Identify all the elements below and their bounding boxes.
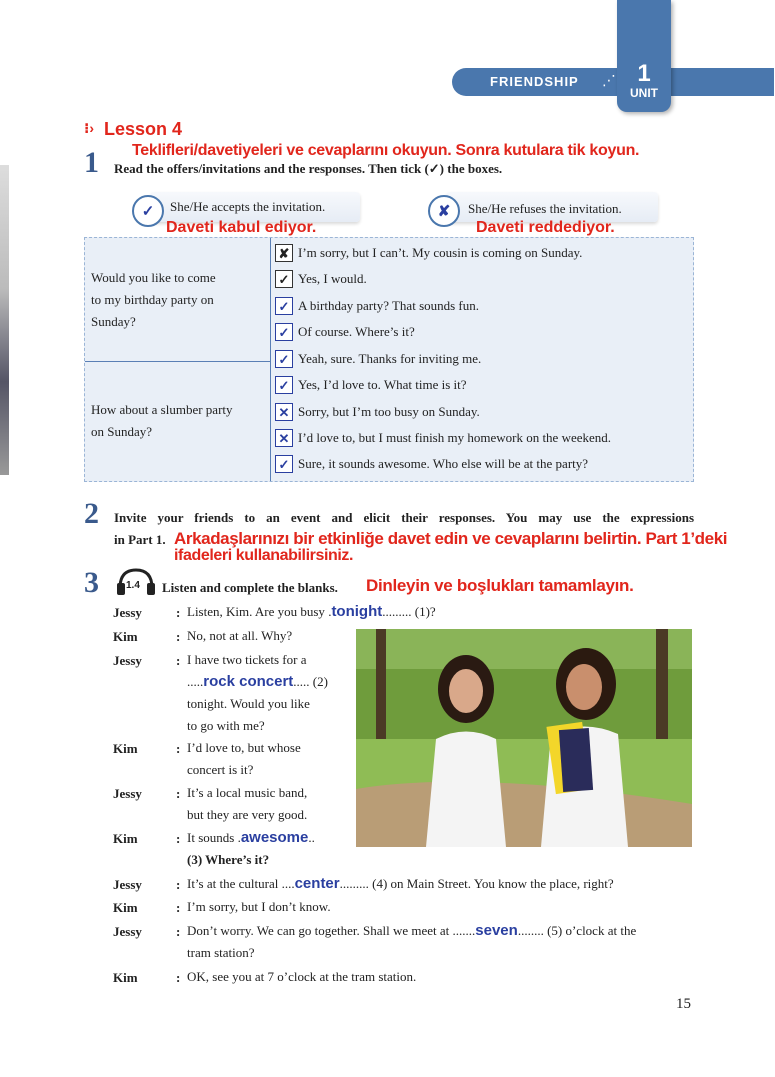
track-number: 1.4 [126, 580, 140, 591]
blank-answer[interactable]: awesome [240, 829, 309, 846]
section-1-instruction: Read the offers/invitations and the responses. Then tick (✓) the boxes. [114, 161, 503, 176]
speaker: Jessy [113, 924, 142, 939]
refuse-legend-tr: Daveti reddediyor. [476, 219, 615, 236]
response-row: ✓ Sure, it sounds awesome. Who else will be at the party? [275, 452, 588, 476]
speaker: Kim [113, 900, 138, 915]
blank-answer[interactable]: tonight [331, 603, 383, 620]
response-row: ✓ Of course. Where’s it? [275, 320, 415, 344]
dialogue-line: OK, see you at 7 o’clock at the tram station. [187, 969, 417, 984]
checkbox[interactable]: ✕ [275, 429, 293, 447]
cross-icon: ✘ [428, 195, 460, 227]
refuse-legend-label: She/He refuses the invitation. [468, 201, 622, 216]
speaker: Jessy [113, 877, 142, 892]
dialogue-line: It’s at the cultural ....center......... (4) on Main Street. You know the place, right? [187, 875, 614, 892]
speaker: Jessy [113, 786, 142, 801]
dots-icon: ⋰ [602, 72, 616, 88]
dialogue-line: I have two tickets for a .....rock concert..... (2) tonight. Would you like to go with me? [187, 652, 328, 733]
response-row: ✕ Sorry, but I’m too busy on Sunday. [275, 400, 480, 424]
checkbox[interactable]: ✘ [275, 244, 293, 262]
checkbox[interactable]: ✓ [275, 376, 293, 394]
dialogue-line: I’d love to, but whose concert is it? [187, 740, 301, 777]
dialogue-line: It sounds .awesome.. (3) Where’s it? [187, 829, 315, 867]
section-2-instruction-tr-2: ifadeleri kullanabilirsiniz. [174, 547, 354, 564]
section-3-instruction: Listen and complete the blanks. [162, 580, 338, 595]
dialogue-line: I’m sorry, but I don’t know. [187, 899, 331, 914]
speaker: Jessy [113, 653, 142, 668]
unit-number: 1 [637, 60, 651, 87]
checkbox[interactable]: ✓ [275, 297, 293, 315]
accept-legend-tr: Daveti kabul ediyor. [166, 219, 317, 236]
dialogue-line: Listen, Kim. Are you busy .tonight......... (1)? [187, 603, 436, 620]
speaker: Jessy [113, 605, 142, 620]
response-row: ✓ Yeah, sure. Thanks for inviting me. [275, 347, 481, 371]
response-row: ✓ Yes, I would. [275, 267, 367, 291]
response-row: ✓ A birthday party? That sounds fun. [275, 294, 479, 318]
blank-answer[interactable]: seven [475, 922, 518, 939]
offer-1: Would you like to come to my birthday party on Sunday? [91, 270, 216, 329]
speaker: Kim [113, 970, 138, 985]
section-3-number: 3 [84, 566, 99, 599]
checkbox[interactable]: ✕ [275, 403, 293, 421]
response-row: ✘ I’m sorry, but I can’t. My cousin is coming on Sunday. [275, 241, 582, 265]
section-1-number: 1 [84, 146, 99, 179]
offer-2: How about a slumber party on Sunday? [91, 402, 233, 439]
unit-label: UNIT [630, 86, 658, 100]
checkbox[interactable]: ✓ [275, 455, 293, 473]
accept-legend-label: She/He accepts the invitation. [170, 199, 326, 214]
check-icon: ✓ [132, 195, 164, 227]
offers-table [84, 237, 694, 482]
checkbox[interactable]: ✓ [275, 270, 293, 288]
checkbox[interactable]: ✓ [275, 350, 293, 368]
section-3-instruction-tr: Dinleyin ve boşlukları tamamlayın. [366, 576, 634, 595]
chevron-icon: ⁝› [84, 120, 94, 136]
response-row: ✓ Yes, I’d love to. What time is it? [275, 373, 467, 397]
side-photo-edge [0, 165, 9, 475]
section-1-instruction-tr: Teklifleri/davetiyeleri ve cevaplarını okuyun. Sonra kutulara tik koyun. [132, 142, 640, 159]
dialogue-line: No, not at all. Why? [187, 628, 293, 643]
response-row: ✕ I’d love to, but I must finish my homework on the weekend. [275, 426, 611, 450]
checkbox[interactable]: ✓ [275, 323, 293, 341]
dialogue-line: Don’t worry. We can go together. Shall we meet at .......seven........ (5) o’clock at the tram station? [187, 922, 637, 960]
lesson-title: Lesson 4 [104, 119, 183, 139]
blank-answer[interactable]: rock concert [203, 673, 294, 690]
section-2-instruction-part: in Part 1. [114, 532, 166, 547]
speaker: Kim [113, 831, 138, 846]
section-2-instruction: Invite your friends to an event and elicit their responses. You may use the expressions [114, 510, 694, 525]
speaker: Kim [113, 629, 138, 644]
speaker: Kim [113, 741, 138, 756]
two-girls-photo [356, 629, 692, 847]
section-2-number: 2 [84, 497, 99, 530]
unit-title: FRIENDSHIP [490, 74, 579, 89]
dialogue-line: It’s a local music band, but they are very good. [187, 785, 308, 822]
section-2-instruction-tr: Arkadaşlarınızı bir etkinliğe davet edin ve cevaplarını belirtin. Part 1’deki [174, 529, 728, 548]
blank-answer[interactable]: center [294, 875, 340, 892]
page-number: 15 [676, 996, 691, 1012]
